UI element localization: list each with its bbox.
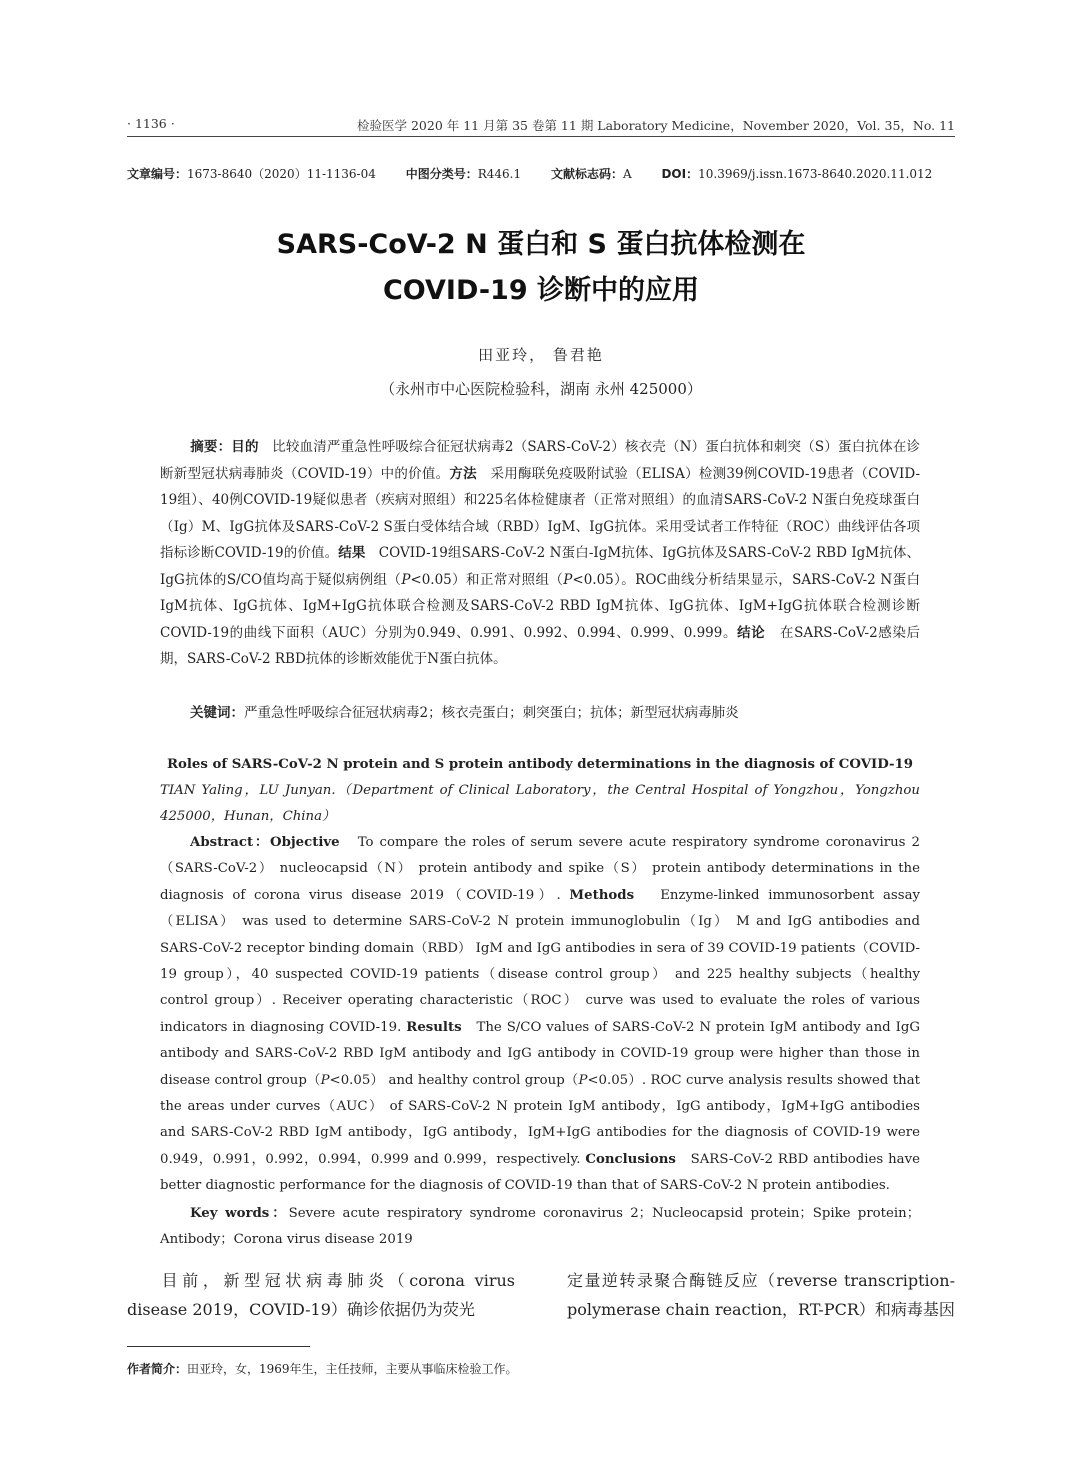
article-meta (127, 165, 955, 182)
author-footnote (127, 1360, 955, 1377)
article-number (127, 165, 376, 182)
footnote-label: 作者简介： (127, 1362, 188, 1376)
cn-objective-label: 目的 (231, 439, 259, 455)
cn-methods-label: 方法 (449, 465, 477, 482)
footnote-text: 田亚玲，女，1969年生，主任技师，主要从事临床检验工作。 (187, 1362, 518, 1376)
footnote-divider (127, 1346, 310, 1347)
en-keywords-text: Severe acute respiratory syndrome coronavirus 2；Nucleocapsid protein；Spike protein；Antibody；Corona virus disease 2019 (160, 1206, 921, 1247)
english-title: Roles of SARS-CoV-2 N protein and S protein antibody determinations in the diagnosis of COVID-19 (166, 757, 914, 772)
en-methods-label: Methods (569, 887, 635, 903)
en-results-label: Results (406, 1019, 462, 1035)
cn-objective-text: 比较血清严重急性呼吸综合征冠状病毒2（SARS-CoV-2）核衣壳（N）蛋白抗体和刺突（S）蛋白抗体在诊断新型冠状病毒肺炎（COVID-19）中的价值。 (160, 439, 921, 482)
authors: 田亚玲， 鲁君艳 (478, 346, 604, 364)
title-line-2: COVID-19 诊断中的应用 (382, 275, 700, 306)
cn-results-text-2: <0.05）和正常对照组（ (410, 571, 564, 588)
doi-label: DOI： (661, 167, 699, 181)
en-objective-text: To compare the roles of serum severe acute respiratory syndrome coronavirus 2（SARS-CoV-2） nucleocapsid（N） protein antibody and spike（S） protein antibody determinations in the diagnosis of corona virus disease 2019（COVID-19）. (160, 835, 920, 903)
journal-info: 检验医学 2020 年 11 月第 35 卷第 11 期 Laboratory Medicine，November 2020，Vol. 35，No. 11 (357, 118, 955, 133)
en-p-symbol-2: P (578, 1072, 588, 1088)
clc-number (406, 165, 521, 182)
affiliation: （永州市中心医院检验科，湖南 永州 425000） (380, 380, 702, 398)
english-abstract (160, 830, 920, 1200)
title-line-1: SARS-CoV-2 N 蛋白和 S 蛋白抗体检测在 (276, 229, 806, 260)
en-results-text-2: <0.05） and healthy control group（ (329, 1072, 579, 1088)
en-keywords-label: Key words： (190, 1206, 289, 1221)
clc-label: 中图分类号： (405, 167, 478, 181)
cn-abstract-label: 摘要： (190, 439, 232, 455)
en-conclusions-text: SARS-CoV-2 RBD antibodies have better diagnostic performance for the diagnosis of COVID-19 than that of SARS-CoV-2 N protein antibodies. (160, 1151, 920, 1194)
en-conclusions-label: Conclusions (585, 1151, 676, 1167)
chinese-keywords (160, 700, 920, 726)
page-number: · 1136 · (127, 116, 175, 131)
cn-conclusion-text: 在SARS-CoV-2感染后期，SARS-CoV-2 RBD抗体的诊断效能优于N蛋白抗体。 (160, 624, 921, 667)
cn-conclusion-label: 结论 (737, 624, 766, 641)
clc-value: R446.1 (477, 167, 522, 181)
cn-results-label: 结果 (338, 545, 366, 561)
running-header (127, 112, 955, 137)
cn-results-text-1: COVID-19组SARS-CoV-2 N蛋白-IgM抗体、IgG抗体及SARS-CoV-2 RBD IgM抗体、IgG抗体的S/CO值均高于疑似病例组（ (160, 545, 921, 588)
cn-methods-text: 采用酶联免疫吸附试验（ELISA）检测39例COVID-19患者（COVID-19组）、40例COVID-19疑似患者（疾病对照组）和225名体检健康者（正常对照组）的血清SARS-CoV-2 N蛋白免疫球蛋白（Ig）M、IgG抗体及SARS-CoV-2 S蛋白受体结合域（RBD）IgM、IgG抗体。采用受试者工作特征（ROC）曲线评估各项指标诊断COVID-19的价值。 (160, 465, 921, 561)
cn-keywords-label: 关键词： (190, 705, 244, 721)
english-authors: TIAN Yaling，LU Junyan.（Department of Clinical Laboratory，the Central Hospital of Yongzhou，Yongzhou 425000，Hunan，China） (160, 783, 920, 824)
doi (661, 165, 932, 182)
en-abstract-label: Abstract： (190, 835, 270, 850)
body-column-right: 定量逆转录聚合酶链反应（reverse transcription-polymerase chain reaction，RT-PCR）和病毒基因 (567, 1271, 955, 1319)
cn-keywords-text: 严重急性呼吸综合征冠状病毒2；核衣壳蛋白；刺突蛋白；抗体；新型冠状病毒肺炎 (244, 705, 739, 721)
cn-results-text-3: <0.05）。ROC曲线分析结果显示，SARS-CoV-2 N蛋白IgM抗体、IgG抗体、IgM+IgG抗体联合检测及SARS-CoV-2 RBD IgM抗体、IgG抗体、IgM+IgG抗体联合检测诊断COVID-19的曲线下面积（AUC）分别为0.949、0.991、0.992、0.994、0.999、0.999。 (160, 571, 921, 641)
en-methods-text: Enzyme-linked immunosorbent assay（ELISA） was used to determine SARS-CoV-2 N protein immunoglobulin（Ig） M and IgG antibodies and SARS-CoV-2 receptor binding domain（RBD） IgM and IgG antibodies in sera of 39 COVID-19 patients（COVID-19 group），40 suspected COVID-19 patients（disease control group） and 225 healthy subjects（healthy control group）. Receiver operating characteristic（ROC） curve was used to evaluate the roles of various indicators in diagnosing COVID-19. (160, 887, 921, 1035)
document-code-value: A (622, 167, 632, 181)
en-p-symbol-1: P (320, 1072, 330, 1088)
english-keywords (160, 1201, 920, 1253)
article-number-label: 文章编号： (127, 167, 188, 181)
article-title (127, 222, 955, 314)
doi-value: 10.3969/j.issn.1673-8640.2020.11.012 (698, 167, 933, 181)
cn-p-symbol-1: P (401, 571, 411, 588)
body-column-left (127, 1266, 515, 1324)
document-code-label: 文献标志码： (550, 167, 623, 181)
chinese-abstract (160, 434, 920, 673)
en-objective-label: Objective (269, 835, 340, 850)
en-results-text-3: <0.05）. ROC curve analysis results showed that the areas under curves（AUC） of SARS-CoV-2 N protein IgM antibody，IgG antibody，IgM+IgG antibodies and SARS-CoV-2 RBD IgM antibody，IgG antibody，IgM+IgG antibodies for the diagnosis of COVID-19 were 0.949，0.991，0.992，0.994，0.999 and 0.999，respectively. (160, 1072, 920, 1167)
cn-p-symbol-2: P (563, 571, 573, 588)
body-left-text: 目前，新型冠状病毒肺炎（corona virus disease 2019，COVID-19）确诊依据仍为荧光 (127, 1271, 515, 1319)
document-code (551, 165, 632, 182)
article-number-value: 1673-8640（2020）11-1136-04 (187, 167, 376, 181)
en-results-text-1: The S/CO values of SARS-CoV-2 N protein IgM antibody and IgG antibody and SARS-CoV-2 RBD IgM antibody and IgG antibody in COVID-19 group were higher than those in disease control group（ (160, 1019, 921, 1088)
